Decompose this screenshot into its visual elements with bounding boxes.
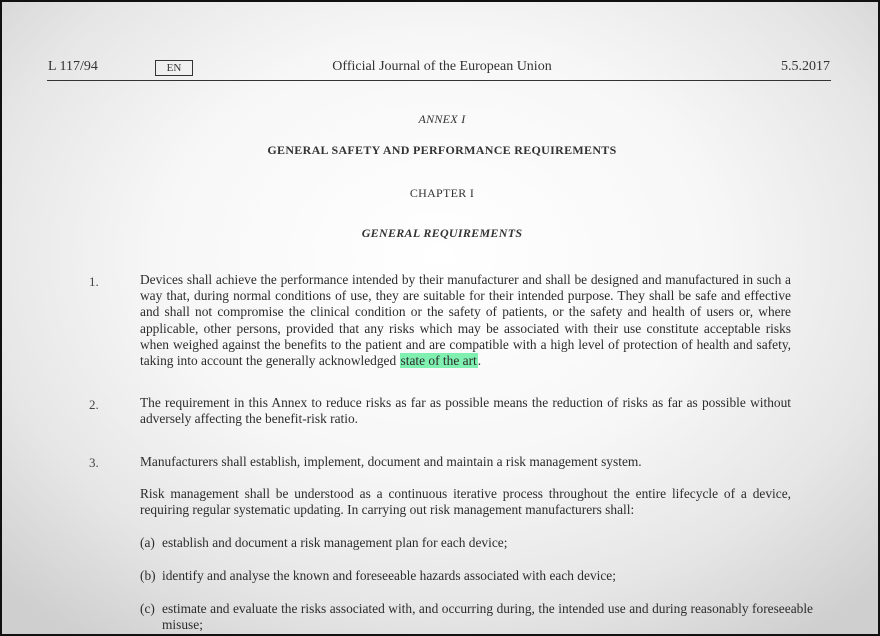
list-item-text: identify and analyse the known and foreseeable hazards associated with each device; (162, 568, 616, 583)
list-item (140, 601, 813, 633)
list-item (140, 568, 791, 584)
publication-date: 5.5.2017 (781, 59, 830, 74)
page-reference: L 117/94 (48, 59, 98, 74)
annex-title: GENERAL SAFETY AND PERFORMANCE REQUIREMENTS (267, 143, 617, 157)
list-item-text: estimate and evaluate the risks associated with, and occurring during, the intended use and during reasonably foreseeable misuse; (162, 601, 813, 633)
paragraph-1-text: Devices shall achieve the performance intended by their manufacturer and shall be designed and manufactured in such a way that, during normal conditions of use, they are suitable for their intended purpose. They shall be safe and effective and shall not compromise the clinical condition or the safety of patients, or the safety and health of users or, where applicable, other persons, provided that any risks which may be associated with their use constitute acceptable risks when weighed against the benefits to the patient and are compatible with a high level of protection of health and safety, taking into account the generally acknowledged (140, 272, 791, 369)
paragraph-2: The requirement in this Annex to reduce risks as far as possible means the reduction of risks as far as possible without adversely affecting the benefit-risk ratio. (140, 395, 791, 427)
paragraph-3-body: Risk management shall be understood as a continuous iterative process throughout the entire lifecycle of a device, requiring regular systematic updating. In carrying out risk management manufacturers shall: (140, 486, 791, 518)
list-item-label: (a) (140, 535, 155, 550)
journal-title: Official Journal of the European Union (332, 59, 552, 74)
highlighted-text[interactable]: state of the art (400, 353, 477, 369)
list-item-text: establish and document a risk management plan for each device; (162, 535, 508, 550)
paragraph-number: 2. (89, 397, 99, 412)
annex-heading: ANNEX I (418, 112, 466, 126)
header-rule (47, 80, 831, 81)
list-item-label: (c) (140, 601, 155, 616)
paragraph-1-tail: . (477, 353, 482, 369)
list-item (140, 535, 791, 551)
paragraph-number: 3. (89, 455, 99, 470)
paragraph-3: Manufacturers shall establish, implement, document and maintain a risk management system. (140, 454, 642, 469)
language-badge: EN (155, 60, 193, 76)
chapter-title: GENERAL REQUIREMENTS (361, 226, 523, 240)
chapter-heading: CHAPTER I (409, 186, 475, 200)
paragraph-1 (140, 272, 791, 369)
list-item-label: (b) (140, 568, 156, 583)
paragraph-number: 1. (89, 274, 99, 289)
journal-page (2, 2, 880, 636)
